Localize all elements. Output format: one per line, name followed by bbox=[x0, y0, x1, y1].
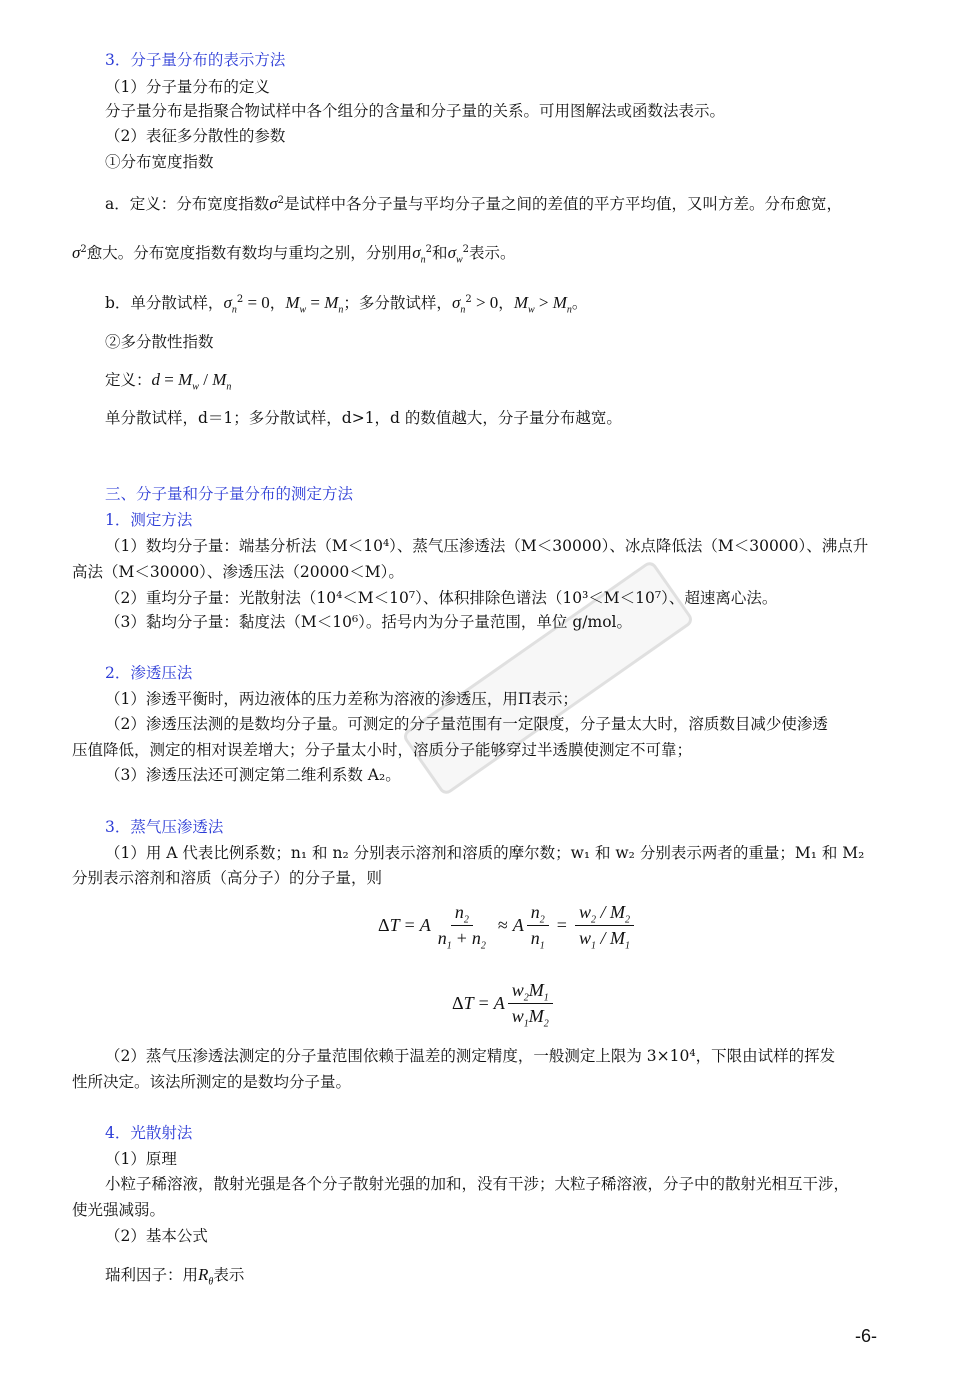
section-3-title: 3．分子量分布的表示方法 bbox=[105, 51, 286, 69]
rayleigh-factor: 瑞利因子：用$R_\theta$表示 bbox=[105, 1265, 245, 1288]
method-1-title: 1．测定方法 bbox=[105, 511, 193, 529]
paragraph: （2）蒸气压渗透法测定的分子量范围依赖于温差的测定精度，一般测定上限为 3×10⁴，下限由试样的挥发 bbox=[105, 1047, 836, 1065]
paragraph: （3）黏均分子量：黏度法（M＜10⁶）。括号内为分子量范围，单位 g/mol。 bbox=[105, 613, 632, 631]
method-2-title: 2．渗透压法 bbox=[105, 664, 193, 682]
subsection-principle: （1）原理 bbox=[105, 1150, 177, 1168]
paragraph: （2）渗透压法测的是数均分子量。可测定的分子量范围有一定限度，分子量太大时，溶质数目减少使渗透 bbox=[105, 715, 828, 733]
definition-a-line2: $\sigma^2$愈大。分布宽度指数有数均与重均之别，分别用$\sigma_n^2$和$\sigma_w^2$表示。 bbox=[72, 243, 516, 266]
list-item-polydispersity: ②多分散性指数 bbox=[105, 333, 214, 351]
subsection-3-1: （1）分子量分布的定义 bbox=[105, 78, 270, 96]
equation-delta-t-2: Δ T = A $\frac{w_2M_1}{w_1M_2}$ bbox=[452, 980, 556, 1027]
subsection-formula: （2）基本公式 bbox=[105, 1227, 208, 1245]
paragraph: （3）渗透压法还可测定第二维利系数 A₂。 bbox=[105, 766, 401, 784]
paragraph: 高法（M＜30000）、渗透压法（20000＜M）。 bbox=[72, 563, 404, 581]
method-4-title: 4．光散射法 bbox=[105, 1124, 193, 1142]
paragraph: （2）重均分子量：光散射法（10⁴＜M＜10⁷）、体积排除色谱法（10³＜M＜10⁷）、超速离心法。 bbox=[105, 589, 778, 607]
method-3-title: 3．蒸气压渗透法 bbox=[105, 818, 224, 836]
page-number: -6- bbox=[855, 1326, 877, 1346]
paragraph: 分子量分布是指聚合物试样中各个组分的含量和分子量的关系。可用图解法或函数法表示。 bbox=[105, 102, 726, 120]
subsection-3-2: （2）表征多分散性的参数 bbox=[105, 127, 286, 145]
paragraph: （1）用 A 代表比例系数；n₁ 和 n₂ 分别表示溶剂和溶质的摩尔数；w₁ 和 w₂ 分别表示两者的重量；M₁ 和 M₂ bbox=[105, 844, 865, 862]
paragraph: 使光强减弱。 bbox=[72, 1201, 166, 1219]
paragraph: 性所决定。该法所测定的是数均分子量。 bbox=[72, 1073, 352, 1091]
paragraph: 压值降低，测定的相对误差增大；分子量太小时，溶质分子能够穿过半透膜使测定不可靠； bbox=[72, 741, 693, 759]
equation-delta-t-1: Δ T = A $\frac{n_2}{n_1 + n_2}$ ≈ A $\frac{n_2}{n_1}$ = $\frac{w_2 / M_2}{w_1 / M_1}$ bbox=[378, 902, 637, 949]
part-3-title: 三、分子量和分子量分布的测定方法 bbox=[105, 485, 354, 503]
definition-d: 定义：$d = M_w / M_n$ bbox=[105, 370, 232, 393]
paragraph: （1）数均分子量：端基分析法（M＜10⁴）、蒸气压渗透法（M＜30000）、冰点降低法（M＜30000）、沸点升 bbox=[105, 537, 869, 555]
definition-b: b．单分散试样，$\sigma_n^2 = 0$，$M_w = M_n$；多分散试样，$\sigma_n^2 > 0$，$M_w > M_n$。 bbox=[105, 293, 588, 316]
paragraph: 单分散试样，d＝1；多分散试样，d>1，d 的数值越大，分子量分布越宽。 bbox=[105, 409, 622, 427]
paragraph: 小粒子稀溶液，散射光强是各个分子散射光强的加和，没有干涉；大粒子稀溶液，分子中的散射光相互干涉， bbox=[105, 1175, 850, 1193]
list-item-width-index: ①分布宽度指数 bbox=[105, 153, 214, 171]
definition-a-line1: a．定义：分布宽度指数$\sigma^2$是试样中各分子量与平均分子量之间的差值的平方平均值，又叫方差。分布愈宽， bbox=[105, 194, 843, 213]
paragraph: （1）渗透平衡时，两边液体的压力差称为溶液的渗透压，用Π表示； bbox=[105, 690, 578, 708]
paragraph: 分别表示溶剂和溶质（高分子）的分子量，则 bbox=[72, 869, 383, 887]
